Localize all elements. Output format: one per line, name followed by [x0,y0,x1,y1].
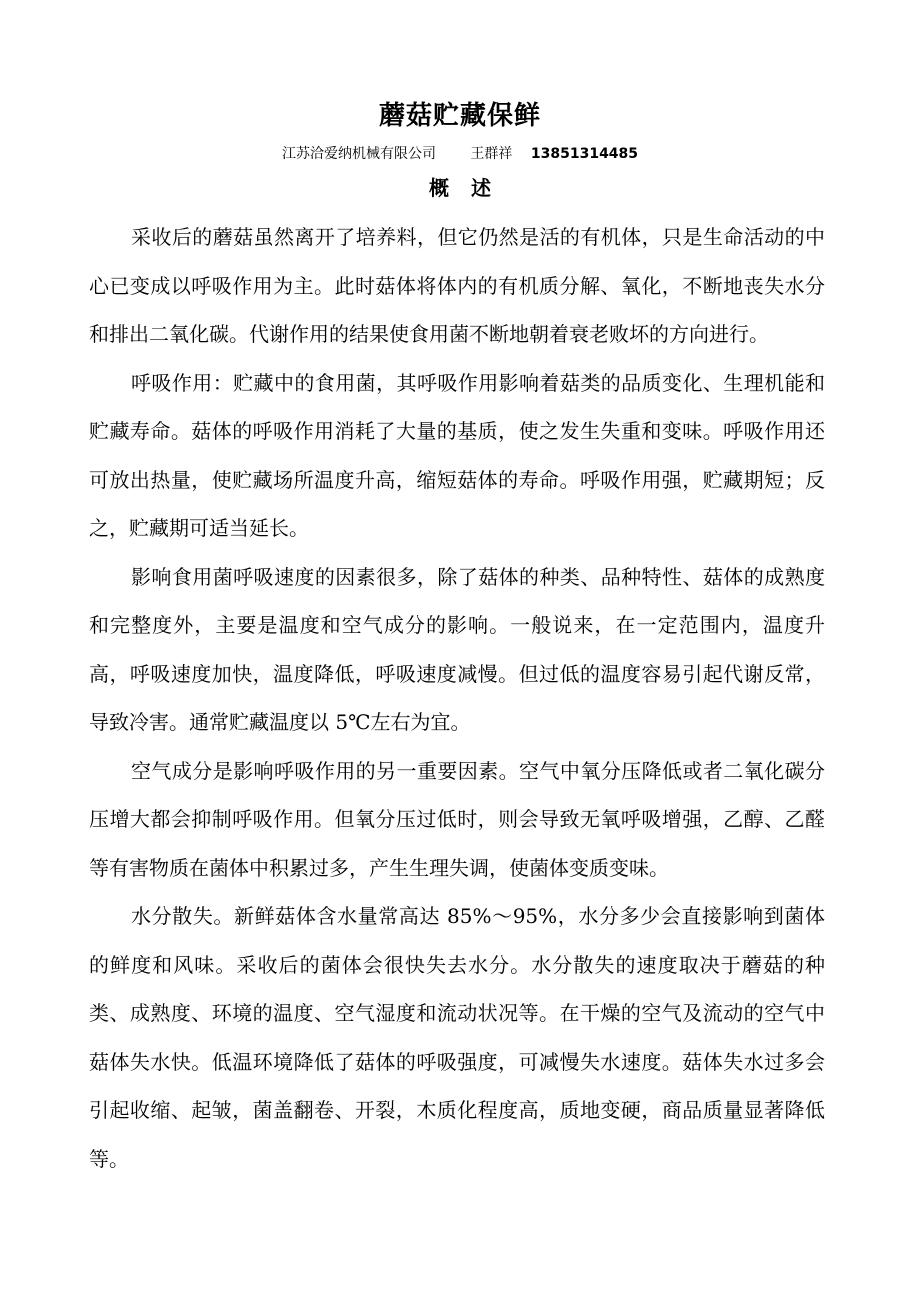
byline [0,143,920,165]
document-body [89,213,825,1183]
paragraph-5: 水分散失。新鲜菇体含水量常高达 85%～95%，水分多少会直接影响到菌体的鲜度和风味。采收后的菌体会很快失去水分。水分散失的速度取决于蘑菇的种类、成熟度、环境的温度、空气湿度和流动状况等。在干燥的空气及流动的空气中菇体失水快。低温环境降低了菇体的呼吸强度，可减慢失水速度。菇体失水过多会引起收缩、起皱，菌盖翻卷、开裂，木质化程度高，质地变硬，商品质量显著降低等。 [89,904,825,1171]
paragraph-2: 呼吸作用：贮藏中的食用菌，其呼吸作用影响着菇类的品质变化、生理机能和贮藏寿命。菇体的呼吸作用消耗了大量的基质，使之发生失重和变味。呼吸作用还可放出热量，使贮藏场所温度升高，缩短菇体的寿命。呼吸作用强，贮藏期短；反之，贮藏期可适当延长。 [89,370,825,540]
byline-company: 江苏洽爱纳机械有限公司 [281,146,436,162]
section-heading: 概述 [429,176,513,200]
paragraph-3: 影响食用菌呼吸速度的因素很多，除了菇体的种类、品种特性、菇体的成熟度和完整度外，主要是温度和空气成分的影响。一般说来，在一定范围内，温度升高，呼吸速度加快，温度降低，呼吸速度减慢。但过低的温度容易引起代谢反常，导致冷害。通常贮藏温度以 5℃左右为宜。 [89,564,825,734]
byline-phone: 13851314485 [530,146,639,162]
byline-author: 王群祥 [470,146,513,162]
document-title: 蘑菇贮藏保鲜 [378,101,541,131]
paragraph-4: 空气成分是影响呼吸作用的另一重要因素。空气中氧分压降低或者二氧化碳分压增大都会抑制呼吸作用。但氧分压过低时，则会导致无氧呼吸增强，乙醇、乙醛等有害物质在菌体中积累过多，产生生理失调，使菌体变质变味。 [89,758,825,880]
paragraph-1: 采收后的蘑菇虽然离开了培养料，但它仍然是活的有机体，只是生命活动的中心已变成以呼吸作用为主。此时菇体将体内的有机质分解、氧化，不断地丧失水分和排出二氧化碳。代谢作用的结果使食用菌不断地朝着衰老败坏的方向进行。 [89,225,825,346]
